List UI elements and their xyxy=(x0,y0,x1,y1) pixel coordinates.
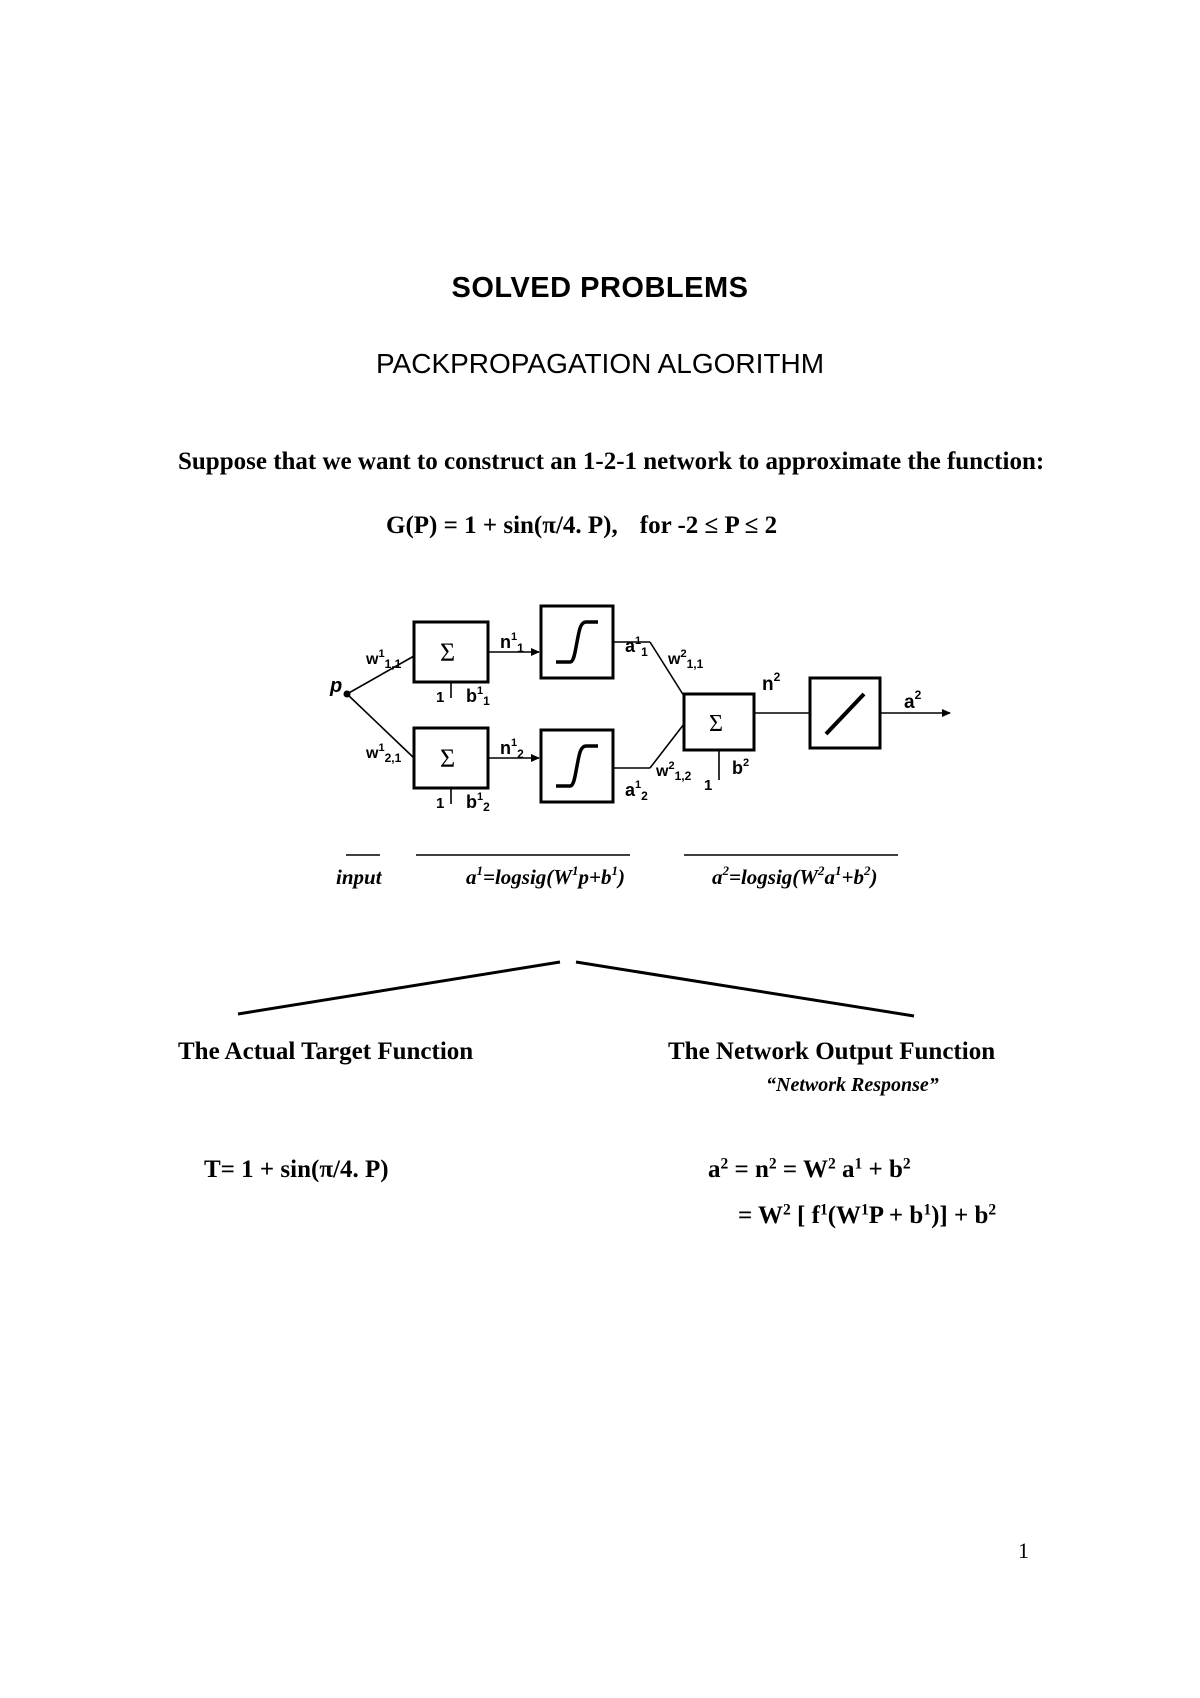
problem-statement: Suppose that we want to construct an 1-2-1 network to approximate the function: xyxy=(178,448,1045,475)
split-line-right xyxy=(576,962,914,1016)
split-line-left xyxy=(238,962,560,1014)
weight-label-w2-11: $w^2_{1,1}$ xyxy=(668,648,704,671)
edge-input-to-sum1 xyxy=(347,656,414,694)
page-subtitle: PACKPROPAGATION ALGORITHM xyxy=(375,348,825,379)
formula-range: for -2 ≤ P ≤ 2 xyxy=(639,512,778,539)
page-number: 1 xyxy=(1018,1538,1029,1563)
weight-label-w21: $w^1_{2,1}$ xyxy=(366,742,402,765)
bias-one-2: 1 xyxy=(436,795,445,812)
input-label: p xyxy=(330,675,343,697)
net-label-layer2: $n^2$ xyxy=(762,670,781,695)
target-equation: T= 1 + sin(π/4. P) xyxy=(204,1156,389,1183)
bias-one-layer2: 1 xyxy=(704,777,713,794)
output-label-layer2: $a^2$ xyxy=(904,688,922,713)
layer-label-input: input xyxy=(336,865,382,889)
sum-symbol-layer2: Σ xyxy=(709,711,723,737)
layer-label-hidden: $a^1=logsig(W^1p+b^1)$ xyxy=(466,863,625,889)
edge-a2-diag xyxy=(650,724,684,768)
output-equation-line2: = $W^2$ [ $f^1(W^1P + b^1)] + b^2$ xyxy=(738,1201,997,1229)
sum-symbol-2: Σ xyxy=(440,744,456,773)
weight-label-w2-12: $w^2_{1,2}$ xyxy=(656,760,692,783)
output-equation-line1: $a^2 = n^2 = W^2$ $a^1 + b^2$ xyxy=(708,1155,911,1183)
input-node xyxy=(344,691,351,698)
bias-one-1: 1 xyxy=(436,689,445,706)
linear-curve xyxy=(826,694,864,734)
target-function-heading: The Actual Target Function xyxy=(178,1038,474,1065)
sigmoid-curve-1 xyxy=(556,622,598,662)
bias-label-b1: $b^1_1$ xyxy=(466,685,490,708)
sigmoid-curve-2 xyxy=(556,746,598,786)
formula-main: G(P) = 1 + sin(π/4. P), xyxy=(386,512,618,539)
net-label-n2: $n^1_2$ xyxy=(500,737,524,761)
bias-label-layer2: $b^2$ xyxy=(732,757,750,778)
output-function-heading: The Network Output Function xyxy=(668,1038,996,1065)
output-label-a1: $a^1_1$ xyxy=(625,635,648,659)
output-label-a2: $a^1_2$ xyxy=(625,779,648,803)
weight-label-w11: $w^1_{1,1}$ xyxy=(366,648,402,671)
output-function-subheading: “Network Response” xyxy=(766,1074,939,1096)
sum-symbol-1: Σ xyxy=(440,638,456,667)
net-label-n1: $n^1_1$ xyxy=(500,631,524,655)
bias-label-b2: $b^1_2$ xyxy=(466,791,490,814)
page-title: SOLVED PROBLEMS xyxy=(451,272,749,304)
layer-label-output: $a^2=logsig(W^2a^1+b^2)$ xyxy=(712,863,878,889)
